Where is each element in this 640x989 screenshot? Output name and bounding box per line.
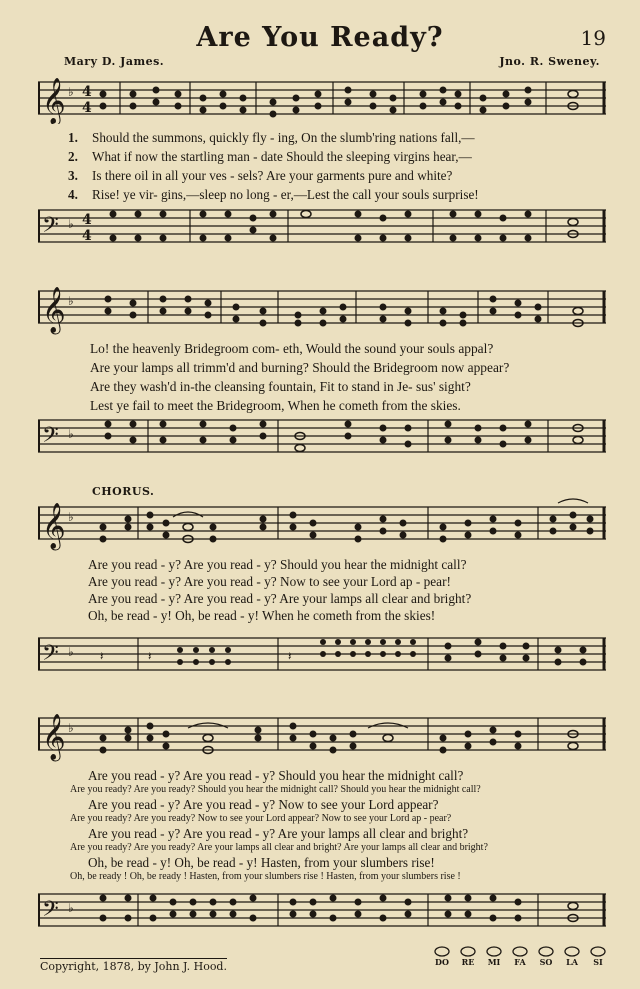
svg-text:♭: ♭ bbox=[68, 294, 74, 308]
staff-lines-treble-3 bbox=[38, 497, 606, 551]
staff-lines-bass-2 bbox=[38, 412, 606, 464]
svg-text:𝄞: 𝄞 bbox=[42, 503, 66, 549]
shape-note-icon bbox=[563, 946, 581, 957]
lyric-line: Oh, be read - y! Oh, be read - y! Hasten, from your slumbers rise! bbox=[88, 855, 435, 870]
lyric-line: Are you read - y? Are you read - y? Should you hear the midnight call? bbox=[88, 768, 464, 783]
svg-text:♭: ♭ bbox=[68, 427, 74, 441]
svg-text:♭: ♭ bbox=[68, 217, 74, 231]
svg-text:4: 4 bbox=[82, 84, 92, 100]
treble-staff-system-1 bbox=[38, 72, 606, 124]
solfa-so: SO bbox=[534, 946, 558, 967]
svg-text:♭: ♭ bbox=[68, 510, 74, 524]
bass-staff-system-2 bbox=[38, 412, 606, 464]
composer-credit: Jno. R. Sweney. bbox=[499, 55, 600, 68]
bass-staff-system-4 bbox=[38, 890, 606, 944]
svg-text:𝄢: 𝄢 bbox=[42, 641, 59, 671]
shape-note-icon bbox=[589, 946, 607, 957]
staff-lines-treble-2 bbox=[38, 285, 606, 335]
lyric-line: Lest ye fail to meet the Bridegroom, When he cometh from the skies. bbox=[90, 398, 461, 413]
treble-staff-system-2 bbox=[38, 285, 606, 335]
svg-text:♭: ♭ bbox=[68, 721, 74, 735]
shape-note-icon bbox=[537, 946, 555, 957]
lyric-line: 3. Is there oil in all your ves - sels? Are your garments pure and white? bbox=[68, 168, 453, 183]
lyric-line: 1. Should the summons, quickly fly - ing, On the slumb'ring nations fall,— bbox=[68, 130, 475, 145]
svg-text:4: 4 bbox=[82, 228, 92, 244]
svg-text:𝄽: 𝄽 bbox=[100, 649, 104, 663]
lyric-line: Oh, be read - y! Oh, be read - y! When he cometh from the skies! bbox=[88, 608, 436, 623]
lyric-line: Are you read - y? Are you read - y? Are your lamps all clear and bright? bbox=[88, 826, 469, 841]
lyric-line: 4. Rise! ye vir- gins,—sleep no long - er,—Lest the call your souls surprise! bbox=[68, 187, 479, 202]
bass-staff-system-1 bbox=[38, 200, 606, 252]
svg-text:♭: ♭ bbox=[68, 901, 74, 915]
shape-note-icon bbox=[511, 946, 529, 957]
svg-text:4: 4 bbox=[82, 100, 92, 116]
staff-lines-bass-1 bbox=[38, 200, 606, 252]
svg-text:𝄽: 𝄽 bbox=[148, 649, 152, 663]
solfa-la: LA bbox=[560, 946, 584, 967]
staff-lines-treble-1 bbox=[38, 72, 606, 124]
svg-text:𝄽: 𝄽 bbox=[288, 649, 292, 663]
svg-text:𝄢: 𝄢 bbox=[42, 213, 59, 243]
svg-text:𝄞: 𝄞 bbox=[42, 78, 66, 124]
solfa-mi: MI bbox=[482, 946, 506, 967]
copyright-notice: Copyright, 1878, by John J. Hood. bbox=[40, 960, 227, 973]
svg-text:𝄞: 𝄞 bbox=[42, 287, 66, 333]
chorus-label: CHORUS. bbox=[92, 485, 155, 498]
svg-text:𝄢: 𝄢 bbox=[42, 423, 59, 453]
bass-staff-system-3 bbox=[38, 628, 606, 688]
page-number: 19 bbox=[580, 26, 606, 50]
svg-text:4: 4 bbox=[82, 212, 92, 228]
lyric-line: Are you read - y? Are you read - y? Are your lamps all clear and bright? bbox=[88, 591, 472, 606]
svg-text:𝄢: 𝄢 bbox=[42, 897, 59, 927]
shape-note-icon bbox=[485, 946, 503, 957]
lyric-line-alto: Oh, be ready ! Oh, be ready ! Hasten, from your slumbers rise ! Hasten, from your slumbers rise ! bbox=[70, 871, 461, 882]
verse-lyrics-block-2 bbox=[68, 339, 613, 415]
svg-text:♭: ♭ bbox=[68, 85, 74, 99]
treble-staff-system-3 bbox=[38, 497, 606, 551]
lyric-line: Lo! the heavenly Bridegroom com- eth, Would the sound your souls appal? bbox=[90, 341, 494, 356]
lyric-line: Are they wash'd in-the cleansing fountain, Fit to stand in Je- sus' sight? bbox=[90, 379, 471, 394]
chorus-lyrics-block-2 bbox=[68, 768, 613, 884]
lyric-line: Are your lamps all trimm'd and burning? Should the Bridegroom now appear? bbox=[90, 360, 510, 375]
lyric-line: Are you read - y? Are you read - y? Now to see your Lord appear? bbox=[88, 797, 439, 812]
staff-lines-bass-4 bbox=[38, 890, 606, 944]
solfa-do: DO bbox=[430, 946, 454, 967]
shape-note-icon bbox=[433, 946, 451, 957]
chorus-lyrics-block-1 bbox=[68, 556, 613, 624]
solfa-re: RE bbox=[456, 946, 480, 967]
lyric-line-alto: Are you ready? Are you ready? Now to see your Lord appear? Now to see your Lord ap - pear? bbox=[70, 813, 452, 824]
svg-text:♭: ♭ bbox=[68, 645, 74, 659]
hymn-title: Are You Ready? bbox=[196, 22, 444, 53]
svg-text:𝄞: 𝄞 bbox=[42, 714, 66, 760]
lyric-line-alto: Are you ready? Are you ready? Are your lamps all clear and bright? Are your lamps all clear and bright? bbox=[70, 842, 488, 853]
staff-lines-bass-3 bbox=[38, 628, 606, 688]
verse-lyrics-block-1 bbox=[68, 128, 613, 204]
lyric-line: 2. What if now the startling man - date Should the sleeping virgins hear,— bbox=[68, 149, 472, 164]
lyric-line: Are you read - y? Are you read - y? Should you hear the midnight call? bbox=[88, 557, 467, 572]
lyric-line: Are you read - y? Are you read - y? Now to see your Lord ap - pear! bbox=[88, 574, 451, 589]
solfa-fa: FA bbox=[508, 946, 532, 967]
lyricist-credit: Mary D. James. bbox=[64, 55, 165, 68]
solfa-si: SI bbox=[586, 946, 610, 967]
staff-lines-treble-4 bbox=[38, 708, 606, 762]
treble-staff-system-4 bbox=[38, 708, 606, 762]
shape-note-icon bbox=[459, 946, 477, 957]
lyric-line-alto: Are you ready? Are you ready? Should you hear the midnight call? Should you hear the midnight call? bbox=[70, 784, 481, 795]
shape-note-legend bbox=[430, 946, 610, 967]
